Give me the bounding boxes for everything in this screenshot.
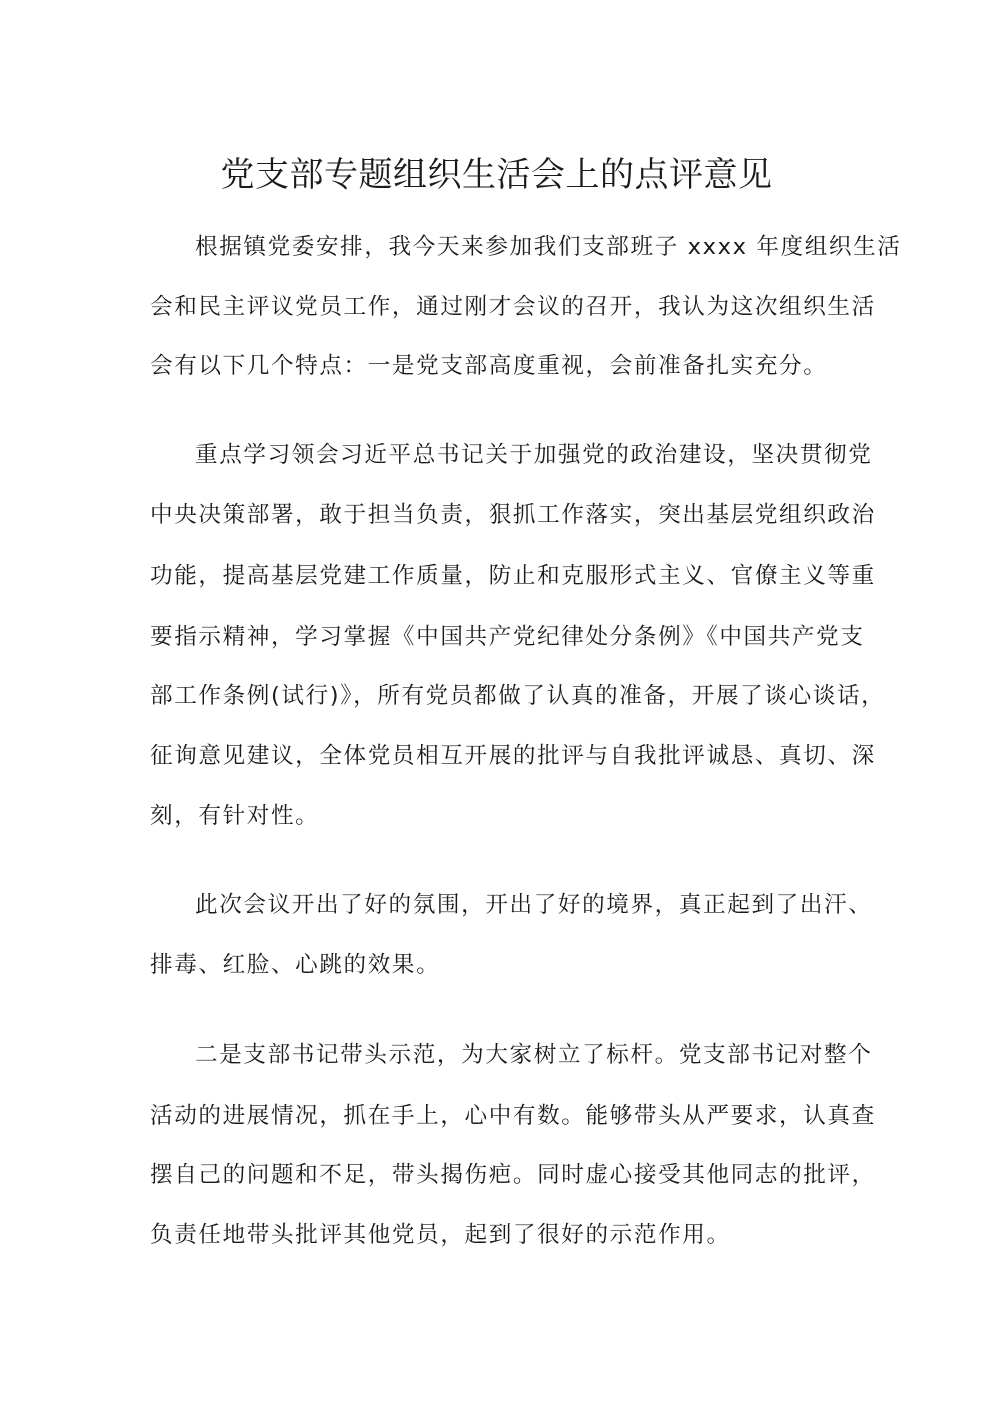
paragraph-line: 会有以下几个特点：一是党支部高度重视，会前准备扎实充分。 [150, 353, 828, 379]
paragraph-line: 重点学习领会习近平总书记关于加强党的政治建设，坚决贯彻党 [195, 442, 873, 468]
paragraph-line: 中央决策部署，敢于担当负责，狠抓工作落实，突出基层党组织政治 [150, 502, 876, 528]
paragraph-line: 活动的进展情况，抓在手上，心中有数。能够带头从严要求，认真查 [150, 1103, 876, 1129]
paragraph-line: 二是支部书记带头示范，为大家树立了标杆。党支部书记对整个 [195, 1042, 873, 1068]
paragraph-line: 功能，提高基层党建工作质量，防止和克服形式主义、官僚主义等重 [150, 563, 876, 589]
paragraph-line: 根据镇党委安排，我今天来参加我们支部班子 xxxx 年度组织生活 [195, 234, 902, 260]
paragraph-line: 此次会议开出了好的氛围，开出了好的境界，真正起到了出汗、 [195, 892, 873, 918]
paragraph-line: 刻，有针对性。 [150, 803, 320, 829]
document-title: 党支部专题组织生活会上的点评意见 [220, 154, 773, 195]
paragraph-line: 要指示精神，学习掌握《中国共产党纪律处分条例》《中国共产党支 [150, 624, 865, 650]
paragraph-line: 会和民主评议党员工作，通过刚才会议的召开，我认为这次组织生活 [150, 294, 876, 320]
paragraph-line: 负责任地带头批评其他党员，起到了很好的示范作用。 [150, 1222, 731, 1248]
paragraph-line: 排毒、红脸、心跳的效果。 [150, 952, 441, 978]
paragraph-line: 征询意见建议，全体党员相互开展的批评与自我批评诚恳、真切、深 [150, 743, 876, 769]
paragraph-line: 摆自己的问题和不足，带头揭伤疤。同时虚心接受其他同志的批评， [150, 1162, 876, 1188]
paragraph-line: 部工作条例(试行)》，所有党员都做了认真的准备，开展了谈心谈话， [150, 683, 886, 709]
